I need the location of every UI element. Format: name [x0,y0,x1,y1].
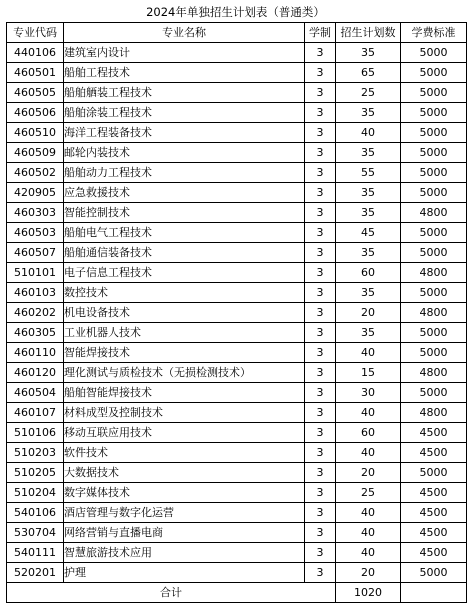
tuition-fee: 4800 [401,303,467,323]
header-quota: 招生计划数 [336,23,401,43]
major-name: 电子信息工程技术 [64,263,305,283]
study-years: 3 [305,443,336,463]
major-name: 船舶舾装工程技术 [64,83,305,103]
major-name: 机电设备技术 [64,303,305,323]
enrollment-quota: 40 [336,123,401,143]
tuition-fee: 5000 [401,123,467,143]
major-name: 邮轮内装技术 [64,143,305,163]
major-code: 460504 [7,383,64,403]
tuition-fee: 4800 [401,363,467,383]
study-years: 3 [305,123,336,143]
study-years: 3 [305,323,336,343]
major-name: 护理 [64,563,305,583]
major-name: 智能控制技术 [64,203,305,223]
major-code: 510205 [7,463,64,483]
study-years: 3 [305,483,336,503]
table-row [7,83,467,103]
major-code: 460303 [7,203,64,223]
major-code: 460503 [7,223,64,243]
tuition-fee: 4500 [401,503,467,523]
enrollment-quota: 60 [336,263,401,283]
tuition-fee: 5000 [401,343,467,363]
major-name: 工业机器人技术 [64,323,305,343]
table-row [7,503,467,523]
major-code: 540111 [7,543,64,563]
major-name: 网络营销与直播电商 [64,523,305,543]
table-row [7,203,467,223]
study-years: 3 [305,83,336,103]
tuition-fee: 5000 [401,463,467,483]
tuition-fee: 5000 [401,43,467,63]
study-years: 3 [305,403,336,423]
enrollment-quota: 20 [336,303,401,323]
enrollment-quota: 20 [336,463,401,483]
major-code: 460509 [7,143,64,163]
enrollment-quota: 25 [336,483,401,503]
enrollment-quota: 60 [336,423,401,443]
study-years: 3 [305,523,336,543]
tuition-fee: 4500 [401,443,467,463]
major-name: 智慧旅游技术应用 [64,543,305,563]
study-years: 3 [305,223,336,243]
total-label: 合计 [7,583,336,603]
tuition-fee: 5000 [401,143,467,163]
table-row [7,103,467,123]
table-row [7,463,467,483]
major-code: 460110 [7,343,64,363]
major-code: 460120 [7,363,64,383]
study-years: 3 [305,383,336,403]
major-code: 510204 [7,483,64,503]
enrollment-quota: 45 [336,223,401,243]
major-code: 520201 [7,563,64,583]
major-code: 510106 [7,423,64,443]
tuition-fee: 5000 [401,183,467,203]
enrollment-quota: 25 [336,83,401,103]
tuition-fee: 4500 [401,423,467,443]
table-row [7,223,467,243]
enrollment-quota: 40 [336,403,401,423]
table-row [7,563,467,583]
major-code: 460507 [7,243,64,263]
major-name: 船舶涂装工程技术 [64,103,305,123]
header-fee: 学费标准 [401,23,467,43]
tuition-fee: 5000 [401,243,467,263]
tuition-fee: 5000 [401,83,467,103]
major-name: 应急救援技术 [64,183,305,203]
table-row [7,283,467,303]
study-years: 3 [305,263,336,283]
major-code: 420905 [7,183,64,203]
major-name: 移动互联应用技术 [64,423,305,443]
major-code: 510203 [7,443,64,463]
enrollment-quota: 35 [336,103,401,123]
tuition-fee: 5000 [401,283,467,303]
tuition-fee: 5000 [401,163,467,183]
table-body [7,43,467,583]
enrollment-quota: 35 [336,143,401,163]
major-code: 460502 [7,163,64,183]
tuition-fee: 5000 [401,323,467,343]
table-row [7,403,467,423]
study-years: 3 [305,423,336,443]
header-row [7,23,467,43]
tuition-fee: 4800 [401,403,467,423]
major-name: 大数据技术 [64,463,305,483]
study-years: 3 [305,143,336,163]
enrollment-quota: 15 [336,363,401,383]
table-row [7,423,467,443]
table-row [7,383,467,403]
enrollment-quota: 40 [336,543,401,563]
tuition-fee: 4800 [401,263,467,283]
enrollment-quota: 35 [336,243,401,263]
enrollment-quota: 35 [336,323,401,343]
table-row [7,363,467,383]
tuition-fee: 5000 [401,383,467,403]
study-years: 3 [305,463,336,483]
study-years: 3 [305,343,336,363]
table-row [7,123,467,143]
enrollment-quota: 40 [336,523,401,543]
table-row [7,343,467,363]
tuition-fee: 4500 [401,483,467,503]
study-years: 3 [305,543,336,563]
header-years: 学制 [305,23,336,43]
enrollment-quota: 20 [336,563,401,583]
study-years: 3 [305,183,336,203]
table-row [7,303,467,323]
major-name: 软件技术 [64,443,305,463]
major-name: 船舶电气工程技术 [64,223,305,243]
major-code: 460501 [7,63,64,83]
major-name: 海洋工程装备技术 [64,123,305,143]
enrollment-quota: 35 [336,183,401,203]
study-years: 3 [305,563,336,583]
enrollment-quota: 40 [336,443,401,463]
major-name: 理化测试与质检技术（无损检测技术） [64,363,305,383]
major-code: 510101 [7,263,64,283]
major-name: 智能焊接技术 [64,343,305,363]
total-value: 1020 [336,583,401,603]
table-row [7,263,467,283]
study-years: 3 [305,163,336,183]
tuition-fee: 4500 [401,543,467,563]
tuition-fee: 4800 [401,203,467,223]
table-title: 2024年单独招生计划表（普通类） [146,5,325,19]
study-years: 3 [305,363,336,383]
major-code: 460202 [7,303,64,323]
tuition-fee: 4500 [401,523,467,543]
enrollment-quota: 55 [336,163,401,183]
header-code: 专业代码 [7,23,64,43]
major-code: 460103 [7,283,64,303]
major-name: 船舶动力工程技术 [64,163,305,183]
tuition-fee: 5000 [401,223,467,243]
major-name: 船舶工程技术 [64,63,305,83]
enrollment-quota: 35 [336,203,401,223]
table-row [7,443,467,463]
header-name: 专业名称 [64,23,305,43]
major-name: 材料成型及控制技术 [64,403,305,423]
major-code: 460107 [7,403,64,423]
table-row [7,63,467,83]
major-name: 船舶智能焊接技术 [64,383,305,403]
major-code: 460506 [7,103,64,123]
major-name: 船舶通信装备技术 [64,243,305,263]
study-years: 3 [305,63,336,83]
tuition-fee: 5000 [401,563,467,583]
tuition-fee: 5000 [401,103,467,123]
major-name: 酒店管理与数字化运营 [64,503,305,523]
enrollment-quota: 40 [336,503,401,523]
major-code: 530704 [7,523,64,543]
total-fee-empty [401,583,467,603]
enrollment-quota: 65 [336,63,401,83]
major-name: 建筑室内设计 [64,43,305,63]
table-row [7,143,467,163]
study-years: 3 [305,243,336,263]
enrollment-quota: 35 [336,43,401,63]
table-row [7,543,467,563]
table-row [7,243,467,263]
table-row [7,483,467,503]
major-code: 460505 [7,83,64,103]
table-row [7,323,467,343]
major-name: 数控技术 [64,283,305,303]
enrollment-quota: 35 [336,283,401,303]
enrollment-plan-table [6,22,467,603]
study-years: 3 [305,303,336,323]
major-code: 460305 [7,323,64,343]
study-years: 3 [305,103,336,123]
study-years: 3 [305,503,336,523]
study-years: 3 [305,283,336,303]
table-row [7,163,467,183]
major-code: 540106 [7,503,64,523]
major-code: 440106 [7,43,64,63]
major-name: 数字媒体技术 [64,483,305,503]
enrollment-quota: 30 [336,383,401,403]
table-row [7,183,467,203]
major-code: 460510 [7,123,64,143]
tuition-fee: 5000 [401,63,467,83]
study-years: 3 [305,203,336,223]
study-years: 3 [305,43,336,63]
enrollment-quota: 40 [336,343,401,363]
table-row [7,43,467,63]
total-row [7,583,467,603]
table-row [7,523,467,543]
